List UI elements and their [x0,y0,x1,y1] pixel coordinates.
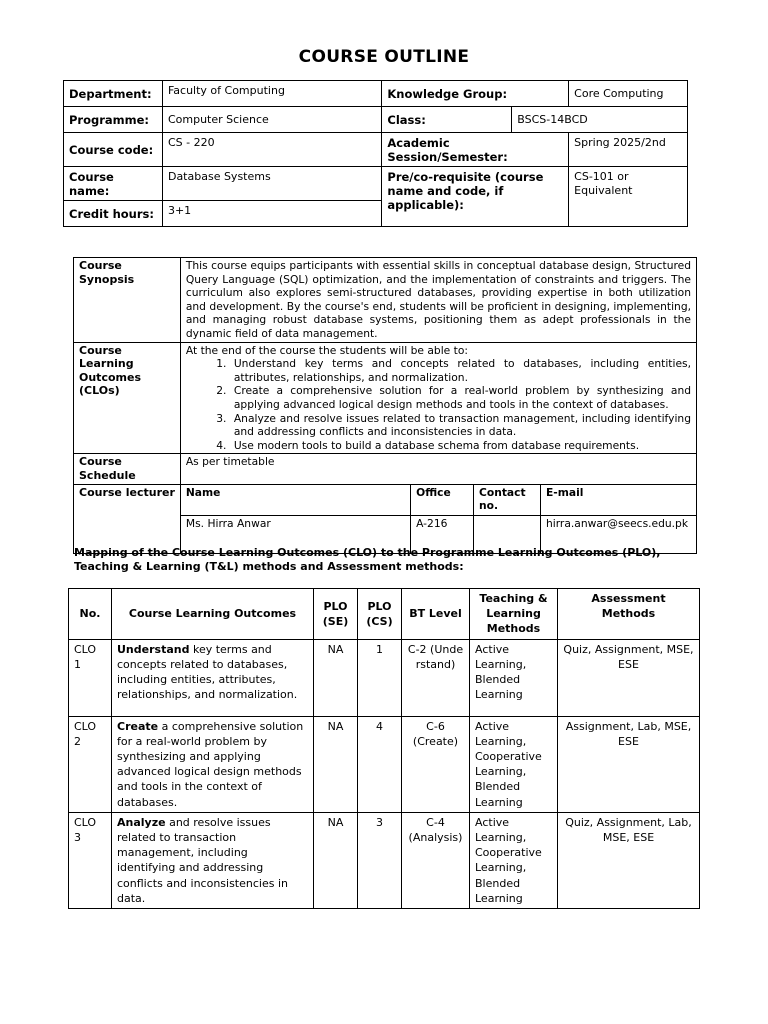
table-row [69,812,700,908]
clo-text: and resolve issues related to transaction management, including identifying and addressing conflicts and inconsistencies in data. [117,815,288,905]
plo-se: NA [314,812,358,908]
assessment-methods: Assignment, Lab, MSE, ESE [558,716,700,812]
course-name-label: Course name: [64,167,163,201]
clo-text: key terms and concepts related to databases, including entities, attributes, relationships, and normalization. [117,642,298,702]
clo-no: CLO 2 [69,716,112,812]
clo-mapping-table [68,588,700,909]
session-label: Academic Session/Semester: [382,133,569,167]
schedule-value: As per timetable [180,454,696,484]
clo-description [112,716,314,812]
mapping-heading: Mapping of the Course Learning Outcomes (CLO) to the Programme Learning Outcomes (PLO), Teaching & Learning (T&L) methods and Assessment methods: [74,546,661,573]
plo-se: NA [314,716,358,812]
col-header-clo: Course Learning Outcomes [112,589,314,640]
course-info-table [63,80,688,227]
lecturer-email: hirra.anwar@seecs.edu.pk [540,515,696,553]
prereq-label: Pre/co-requisite (course name and code, if applicable): [382,167,569,227]
course-code-value: CS - 220 [162,133,381,167]
synopsis-label: Course Synopsis [74,258,181,343]
lecturer-office-header: Office [411,484,474,515]
course-code-label: Course code: [64,133,163,167]
plo-cs: 1 [358,639,402,716]
clo-verb: Analyze [117,815,166,829]
synopsis-text: This course equips participants with essential skills in conceptual database design, Structured Query Language (SQL) optimization, and the implementation of constraints and triggers. The curriculum also explores semi-structured databases, providing expertise in both utilization and development. By the course's end, students will be proficient in designing, implementing, and managing robust database systems, positioning them as adept professionals in the dynamic field of data management. [180,258,696,343]
course-detail-table [73,257,697,554]
knowledge-group-label: Knowledge Group: [382,81,569,107]
teaching-methods: Active Learning, Cooperative Learning, Blended Learning [470,716,558,812]
clo-label: Course Learning Outcomes (CLOs) [74,342,181,454]
bt-level: C-6 (Create) [402,716,470,812]
lecturer-contact-header: Contact no. [474,484,541,515]
clo-no: CLO 1 [69,639,112,716]
page-title: COURSE OUTLINE [298,47,470,67]
programme-value: Computer Science [162,107,381,133]
plo-se: NA [314,639,358,716]
bt-level: C-4 (Analysis) [402,812,470,908]
table-row [69,639,700,716]
col-header-no: No. [69,589,112,640]
department-label: Department: [64,81,163,107]
clo-no: CLO 3 [69,812,112,908]
schedule-label: Course Schedule [74,454,181,484]
clo-list [186,357,691,452]
col-header-teaching: Teaching & Learning Methods [470,589,558,640]
clo-item: 4. Use modern tools to build a database schema from database requirements. [230,439,691,453]
assessment-methods: Quiz, Assignment, Lab, MSE, ESE [558,812,700,908]
credit-hours-value: 3+1 [162,201,381,227]
teaching-methods: Active Learning, Blended Learning [470,639,558,716]
lecturer-email-header: E-mail [540,484,696,515]
clo-description [112,812,314,908]
lecturer-label: Course lecturer [74,484,181,553]
plo-cs: 3 [358,812,402,908]
programme-label: Programme: [64,107,163,133]
department-value: Faculty of Computing [162,81,381,107]
session-value: Spring 2025/2nd [569,133,688,167]
clo-item: 2. Create a comprehensive solution for a real-world problem by synthesizing and applying advanced logical design methods and tools in the context of databases. [230,384,691,411]
lecturer-name-header: Name [180,484,410,515]
col-header-plo-se: PLO (SE) [314,589,358,640]
plo-cs: 4 [358,716,402,812]
clo-content [180,342,696,454]
col-header-plo-cs: PLO (CS) [358,589,402,640]
class-label: Class: [382,107,512,133]
lecturer-name: Ms. Hirra Anwar [180,515,410,553]
clo-description [112,639,314,716]
teaching-methods: Active Learning, Cooperative Learning, Blended Learning [470,812,558,908]
clo-item: 1. Understand key terms and concepts related to databases, including entities, attributes, relationships, and normalization. [230,357,691,384]
bt-level: C-2 (Understand) [402,639,470,716]
credit-hours-label: Credit hours: [64,201,163,227]
col-header-bt-level: BT Level [402,589,470,640]
clo-verb: Understand [117,642,190,656]
knowledge-group-value: Core Computing [569,81,688,107]
clo-intro: At the end of the course the students will be able to: [185,343,468,357]
clo-text: a comprehensive solution for a real-world problem by synthesizing and applying advanced logical design methods and tools in the context of databases. [117,719,304,809]
col-header-assessment: Assessment Methods [558,589,700,640]
table-row [69,716,700,812]
clo-verb: Create [117,719,159,733]
assessment-methods: Quiz, Assignment, MSE, ESE [558,639,700,716]
lecturer-office: A-216 [411,515,474,553]
clo-item: 3. Analyze and resolve issues related to transaction management, including identifying and addressing conflicts and inconsistencies in data. [230,412,691,439]
course-name-value: Database Systems [162,167,381,201]
class-value: BSCS-14BCD [512,107,688,133]
prereq-value: CS-101 or Equivalent [569,167,688,227]
